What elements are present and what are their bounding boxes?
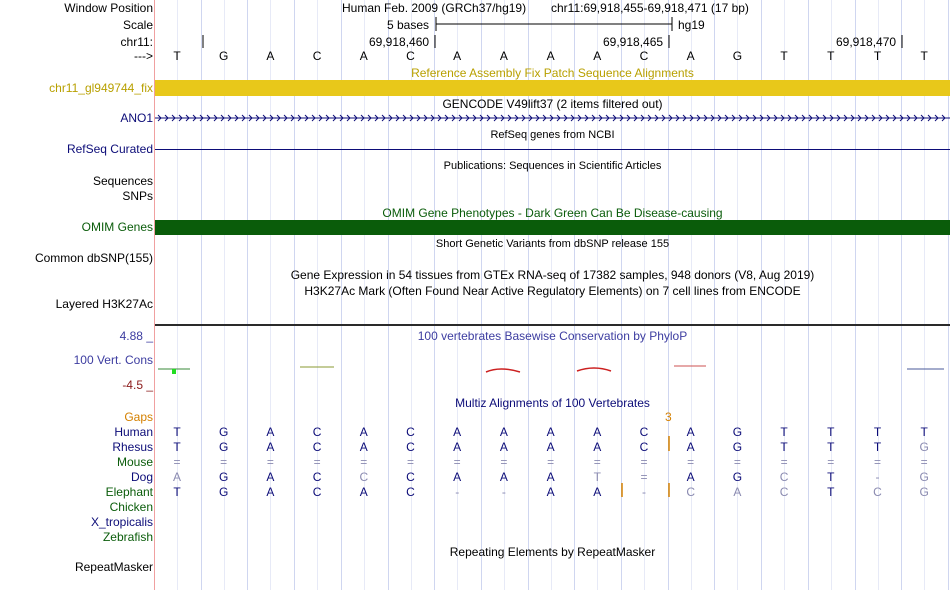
aligned-base: C xyxy=(406,425,415,439)
base: T xyxy=(173,49,181,63)
aligned-base: A xyxy=(546,440,555,454)
aligned-base: = xyxy=(687,455,695,469)
aligned-base: A xyxy=(499,440,508,454)
aligned-base: C xyxy=(779,470,789,484)
aligned-base: A xyxy=(453,425,462,439)
aligned-base: T xyxy=(780,440,788,454)
aligned-base: C xyxy=(406,485,415,499)
omim-label[interactable]: OMIM Genes xyxy=(81,220,153,234)
aligned-base: G xyxy=(732,425,743,439)
aligned-base: T xyxy=(873,425,882,439)
tick-label: 69,918,460 xyxy=(369,35,430,49)
aligned-base: A xyxy=(593,425,602,439)
aligned-base: C xyxy=(359,470,369,484)
base: A xyxy=(359,49,368,63)
aligned-base: C xyxy=(406,440,415,454)
phylop-min: -4.5 _ xyxy=(122,378,153,392)
base: G xyxy=(732,49,743,63)
aligned-base: A xyxy=(686,470,695,484)
refseq-label[interactable]: RefSeq Curated xyxy=(66,142,153,156)
gaps-label[interactable]: Gaps xyxy=(124,410,153,424)
aligned-base: A xyxy=(453,470,462,484)
aligned-base: = xyxy=(453,455,461,469)
aligned-base: - xyxy=(455,485,460,499)
aligned-base: C xyxy=(639,425,649,439)
aligned-base: C xyxy=(873,485,882,499)
aligned-base: T xyxy=(173,485,181,499)
aligned-base: = xyxy=(640,455,648,469)
aligned-base: - xyxy=(642,485,646,499)
aligned-base: = xyxy=(547,455,555,469)
aligned-base: G xyxy=(219,470,229,484)
snps-label[interactable]: SNPs xyxy=(122,189,153,203)
species-label[interactable]: Zebrafish xyxy=(102,530,153,544)
aligned-base: A xyxy=(546,485,555,499)
scale-db: hg19 xyxy=(678,18,705,32)
aligned-base: A xyxy=(266,440,275,454)
aligned-base: G xyxy=(219,485,229,499)
aligned-base: C xyxy=(312,425,322,439)
base: A xyxy=(453,49,462,63)
aligned-base: = xyxy=(733,455,741,469)
base: C xyxy=(639,49,649,63)
aligned-base: C xyxy=(639,440,649,454)
aligned-base: = xyxy=(220,455,228,469)
species-label[interactable]: Elephant xyxy=(105,485,153,499)
aligned-base: A xyxy=(359,440,368,454)
h3k27ac-title: H3K27Ac Mark (Often Found Near Active Regulatory Elements) on 7 cell lines from ENCODE xyxy=(304,284,801,298)
assembly-text: Human Feb. 2009 (GRCh37/hg19) xyxy=(342,1,527,15)
aligned-base: C xyxy=(686,485,696,499)
dbsnp-title: Short Genetic Variants from dbSNP release 155 xyxy=(435,238,670,250)
repeatmasker-label[interactable]: RepeatMasker xyxy=(74,560,153,574)
aligned-base: A xyxy=(172,470,181,484)
gtex-title: Gene Expression in 54 tissues from GTEx RNA-seq of 17382 samples, 948 donors (V8, Aug 2019) xyxy=(290,268,815,282)
aligned-base: = xyxy=(500,455,508,469)
aligned-base: = xyxy=(266,455,274,469)
base: A xyxy=(499,49,508,63)
dbsnp-label[interactable]: Common dbSNP(155) xyxy=(34,251,153,265)
aligned-base: = xyxy=(360,455,368,469)
omim-title: OMIM Gene Phenotypes - Dark Green Can Be Disease-causing xyxy=(382,206,723,220)
aligned-base: C xyxy=(779,485,789,499)
aligned-base: A xyxy=(499,470,508,484)
aligned-base: - xyxy=(875,470,880,484)
strand-label: ---> xyxy=(134,49,153,63)
gencode-title: GENCODE V49lift37 (2 items filtered out) xyxy=(442,97,663,111)
aligned-base: G xyxy=(919,440,929,454)
base: C xyxy=(312,49,322,63)
aligned-base: - xyxy=(501,485,506,499)
aligned-base: = xyxy=(640,470,648,484)
aligned-base: T xyxy=(173,440,181,454)
base: T xyxy=(873,49,882,63)
aligned-base: C xyxy=(312,485,322,499)
aligned-base: = xyxy=(873,455,881,469)
window-position-label: Window Position xyxy=(64,1,153,15)
base: T xyxy=(920,49,928,63)
fix-patch-label[interactable]: chr11_gl949744_fix xyxy=(49,81,153,95)
chrom-label: chr11: xyxy=(120,35,153,49)
aligned-base: = xyxy=(827,455,835,469)
base: A xyxy=(546,49,555,63)
aligned-base: A xyxy=(453,440,462,454)
aligned-base: T xyxy=(827,470,835,484)
aligned-base: A xyxy=(266,425,275,439)
aligned-base: A xyxy=(686,425,695,439)
base: T xyxy=(780,49,788,63)
aligned-base: G xyxy=(219,440,229,454)
base: C xyxy=(406,49,415,63)
aligned-base: A xyxy=(546,470,555,484)
aligned-base: A xyxy=(593,485,602,499)
aligned-base: T xyxy=(780,425,788,439)
aligned-base: G xyxy=(919,485,929,499)
gap-count: 3 xyxy=(665,410,672,424)
gencode-label[interactable]: ANO1 xyxy=(120,111,153,125)
aligned-base: C xyxy=(406,470,415,484)
phylop-max: 4.88 _ xyxy=(119,329,153,343)
aligned-base: A xyxy=(359,425,368,439)
species-label[interactable]: Dog xyxy=(130,470,153,484)
sequences-label[interactable]: Sequences xyxy=(92,174,153,188)
base: G xyxy=(219,49,229,63)
species-label[interactable]: Human xyxy=(114,425,153,439)
base: A xyxy=(266,49,275,63)
aligned-base: = xyxy=(173,455,181,469)
aligned-base: G xyxy=(219,425,229,439)
aligned-base: = xyxy=(593,455,601,469)
aligned-base: A xyxy=(359,485,368,499)
scale-label: Scale xyxy=(122,18,153,32)
refseq-title: RefSeq genes from NCBI xyxy=(490,129,615,141)
publications-title: Publications: Sequences in Scientific Articles xyxy=(443,160,662,172)
aligned-base: A xyxy=(593,440,602,454)
position-text: chr11:69,918,455-69,918,471 (17 bp) xyxy=(551,1,749,15)
base: A xyxy=(686,49,695,63)
species-label[interactable]: X_tropicalis xyxy=(90,515,153,529)
aligned-base: A xyxy=(546,425,555,439)
phylop-title: 100 vertebrates Basewise Conservation by PhyloP xyxy=(417,329,688,343)
multiz-title: Multiz Alignments of 100 Vertebrates xyxy=(455,396,650,410)
aligned-base: = xyxy=(406,455,414,469)
aligned-base: G xyxy=(732,440,743,454)
aligned-base: T xyxy=(173,425,181,439)
phylop-label[interactable]: 100 Vert. Cons xyxy=(73,353,153,367)
h3k27ac-label[interactable]: Layered H3K27Ac xyxy=(55,297,153,311)
aligned-base: G xyxy=(919,470,929,484)
tick-label: 69,918,470 xyxy=(836,35,897,49)
aligned-base: A xyxy=(499,425,508,439)
aligned-base: A xyxy=(686,440,695,454)
tick-label: 69,918,465 xyxy=(603,35,664,49)
aligned-base: T xyxy=(873,440,882,454)
aligned-base: A xyxy=(733,485,742,499)
scale-text: 5 bases xyxy=(387,18,430,32)
aligned-base: C xyxy=(312,440,322,454)
aligned-base: C xyxy=(312,470,322,484)
aligned-base: T xyxy=(593,470,601,484)
species-label[interactable]: Mouse xyxy=(116,455,153,469)
fix-patch-title: Reference Assembly Fix Patch Sequence Alignments xyxy=(411,66,694,80)
base: T xyxy=(827,49,835,63)
base: A xyxy=(593,49,602,63)
aligned-base: = xyxy=(313,455,321,469)
species-label[interactable]: Chicken xyxy=(109,500,153,514)
aligned-base: = xyxy=(780,455,788,469)
repeatmasker-title: Repeating Elements by RepeatMasker xyxy=(449,545,656,559)
aligned-base: A xyxy=(266,470,275,484)
aligned-base: T xyxy=(827,485,835,499)
aligned-base: A xyxy=(266,485,275,499)
species-label[interactable]: Rhesus xyxy=(112,440,153,454)
aligned-base: G xyxy=(732,470,743,484)
aligned-base: T xyxy=(920,425,928,439)
aligned-base: T xyxy=(827,440,835,454)
aligned-base: = xyxy=(920,455,928,469)
aligned-base: T xyxy=(827,425,835,439)
